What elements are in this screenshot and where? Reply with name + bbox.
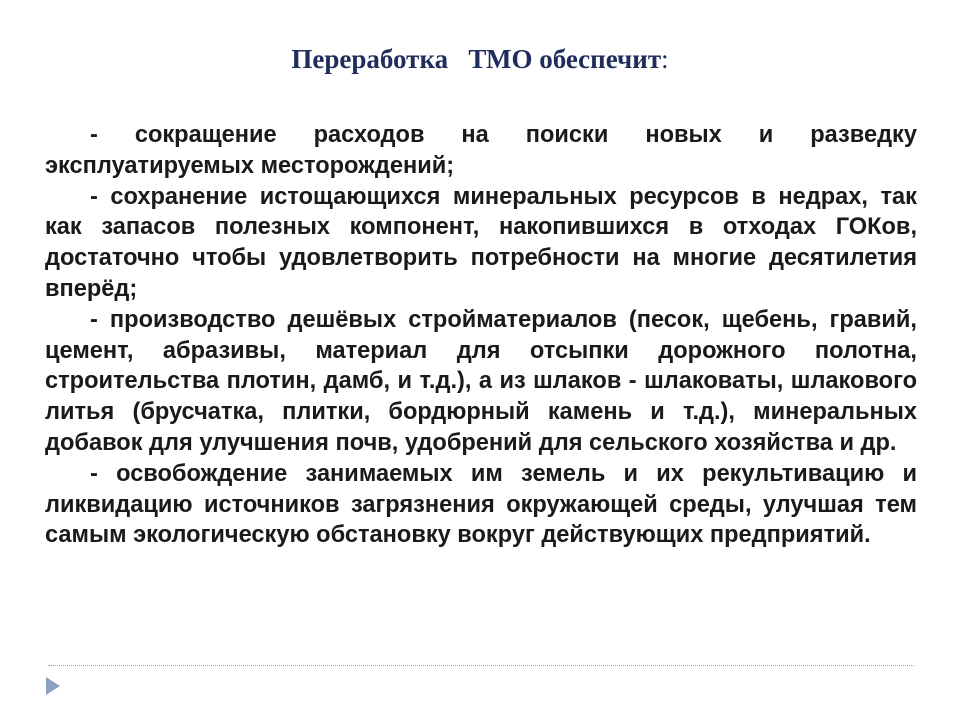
play-triangle-icon — [46, 677, 60, 695]
bullet-paragraph-land: - освобождение занимаемых им земель и их рекультивацию и ликвидацию источников загрязнения окружающей среды, улучшая тем самым экологическую обстановку вокруг действующих предприятий. — [45, 460, 917, 549]
slide-title — [0, 44, 960, 75]
bullet-paragraph-materials: - производство дешёвых стройматериалов (песок, щебень, гравий, цемент, абразивы, материал для отсыпки дорожного полотна, строительства плотин, дамб, и т.д.), а из шлаков - шлаковаты, шлакового литья (брусчатка, плитки, бордюрный камень и т.д.), минеральных добавок для улучшения почв, удобрений для сельского хозяйства и др. — [45, 306, 917, 456]
bullet-paragraph-resources: - сохранение истощающихся минеральных ресурсов в недрах, так как запасов полезных компонент, накопившихся в отходах ГОКов, достаточно чтобы удовлетворить потребности на многие десятилетия вперёд; — [45, 183, 917, 302]
footer-divider — [48, 665, 914, 666]
slide-title-colon: : — [661, 44, 669, 74]
bullet-paragraph-costs: - сокращение расходов на поиски новых и разведку эксплуатируемых месторождений; — [45, 122, 917, 179]
slide-title-main: Переработка ТМО обеспечит — [291, 44, 662, 74]
slide-body — [45, 120, 917, 551]
